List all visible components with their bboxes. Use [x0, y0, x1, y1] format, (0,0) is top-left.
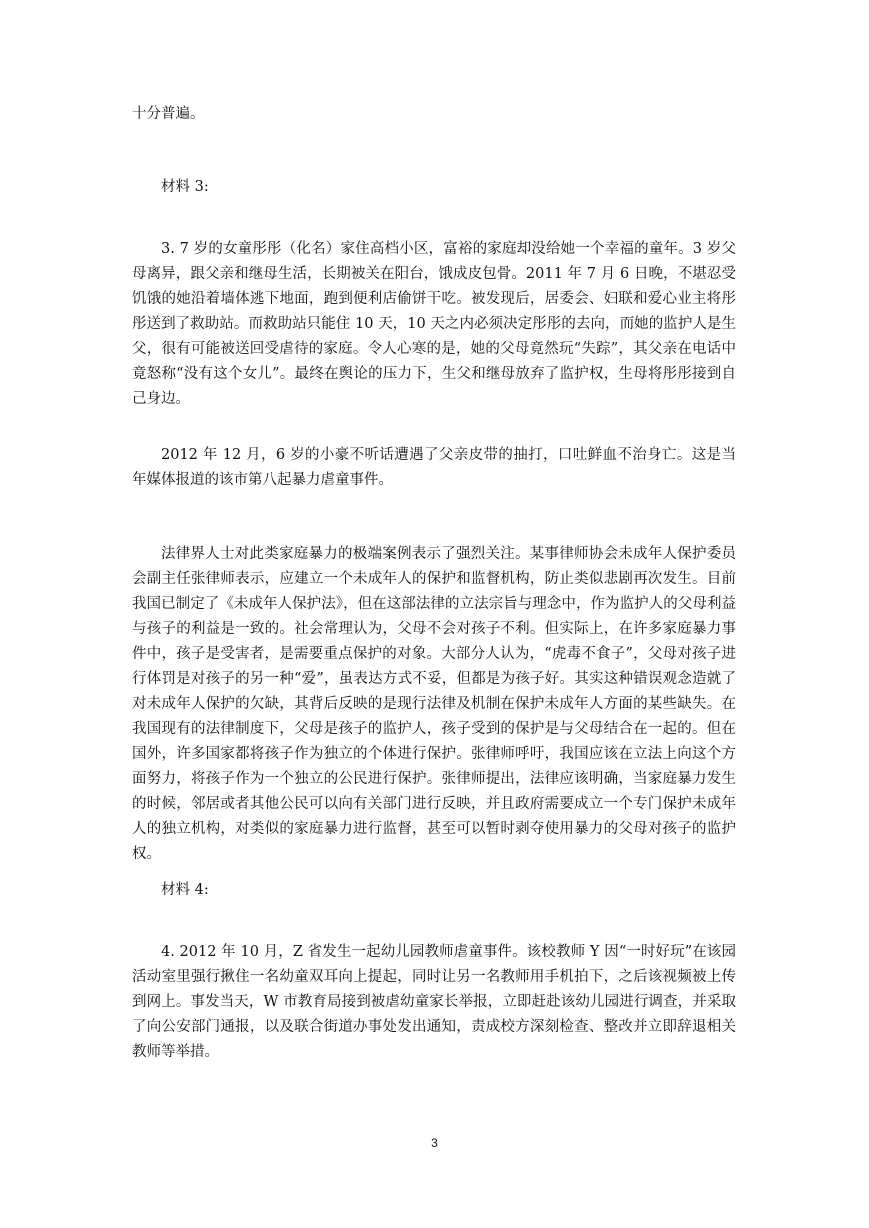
paragraph-2012-december: 2012 年 12 月，6 岁的小豪不听话遭遇了父亲皮带的抽打，口吐鲜血不治身亡。这是当年媒体报道的该市第八起暴力虐童事件。	[132, 447, 736, 488]
material-3-heading: 材料 3:	[161, 179, 209, 195]
paragraph-material-4: 4. 2012 年 10 月，Z 省发生一起幼儿园教师虐童事件。该校教师 Y 因“一时好玩”在该园活动室里强行揪住一名幼童双耳向上提起，同时让另一名教师用手机拍下，之后该视频被上传到网上。事发当天，W 市教育局接到被虐幼童家长举报，立即赶赴该幼儿园进行调查，并采取了向公安部门通报，以及联合街道办事处发出通知，责成校方深刻检查、整改并立即辞退相关教师等举措。	[132, 944, 736, 1060]
material-4-heading: 材料 4:	[161, 882, 209, 898]
page-number: 3	[431, 1136, 438, 1150]
continuation-text: 十分普遍。	[132, 106, 205, 122]
paragraph-material-3: 3. 7 岁的女童彤彤（化名）家住高档小区，富裕的家庭却没给她一个幸福的童年。3 岁父母离异，跟父亲和继母生活，长期被关在阳台，饿成皮包骨。2011 年 7 月 6 日晚，不堪忍受饥饿的她沿着墙体逃下地面，跑到便利店偷饼干吃。被发现后，居委会、妇联和爱心业主将彤彤送到了救助站。而救助站只能住 10 天，10 天之内必须决定彤彤的去向，而她的监护人是生父，很有可能被送回受虐待的家庭。令人心寒的是，她的父母竟然玩“失踪”，其父亲在电话中竟怒称“没有这个女儿”。最终在舆论的压力下，生父和继母放弃了监护权，生母将彤彤接到自己身边。	[132, 241, 736, 407]
paragraph-legal-commentary: 法律界人士对此类家庭暴力的极端案例表示了强烈关注。某事律师协会未成年人保护委员会副主任张律师表示，应建立一个未成年人的保护和监督机构，防止类似悲剧再次发生。目前我国已制定了《未成年人保护法》，但在这部法律的立法宗旨与理念中，作为监护人的父母利益与孩子的利益是一致的。社会常理认为，父母不会对孩子不利。但实际上，在许多家庭暴力事件中，孩子是受害者，是需要重点保护的对象。大部分人认为，“虎毒不食子”，父母对孩子进行体罚是对孩子的另一种“爱”，虽表达方式不妥，但都是为孩子好。其实这种错误观念造就了对未成年人保护的欠缺，其背后反映的是现行法律及机制在保护未成年人方面的某些缺失。在我国现有的法律制度下，父母是孩子的监护人，孩子受到的保护是与父母结合在一起的。但在国外，许多国家都将孩子作为独立的个体进行保护。张律师呼吁，我国应该在立法上向这个方面努力，将孩子作为一个独立的公民进行保护。张律师提出，法律应该明确，当家庭暴力发生的时候，邻居或者其他公民可以向有关部门进行反映，并且政府需要成立一个专门保护未成年人的独立机构，对类似的家庭暴力进行监督，甚至可以暂时剥夺使用暴力的父母对孩子的监护权。	[132, 546, 736, 862]
